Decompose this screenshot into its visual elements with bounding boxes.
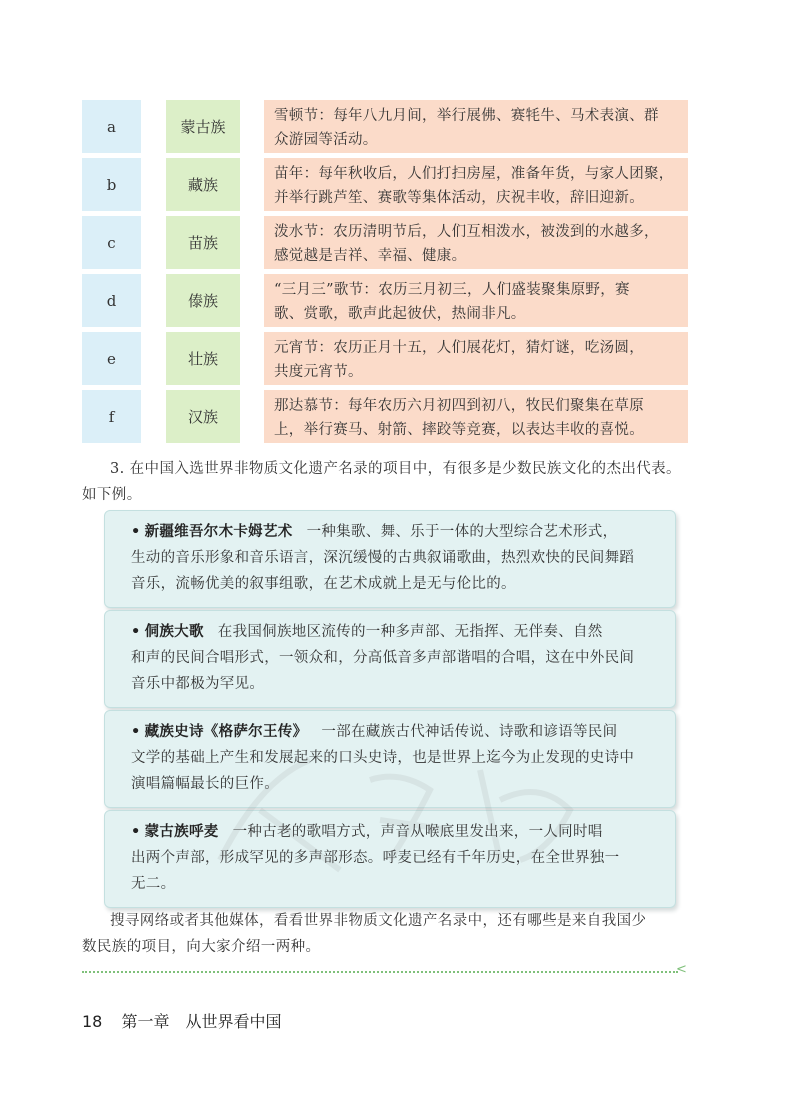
heritage-card bbox=[104, 510, 676, 608]
chapter-title: 第一章 从世界看中国 bbox=[121, 1012, 282, 1031]
festival-cell bbox=[264, 216, 688, 269]
letter-cell: d bbox=[82, 274, 141, 327]
festival-line: 歌、赏歌，歌声此起彼伏，热闹非凡。 bbox=[274, 306, 526, 322]
card-text: 一种古老的歌唱方式，声音从喉底里发出来，一人同时唱 bbox=[232, 824, 603, 840]
ethnic-group-cell: 壮族 bbox=[166, 332, 240, 385]
card-line bbox=[131, 619, 653, 645]
festival-cell bbox=[264, 332, 688, 385]
card-text: 一种集歌、舞、乐于一体的大型综合艺术形式， bbox=[306, 524, 618, 540]
ethnic-group-cell: 蒙古族 bbox=[166, 100, 240, 153]
table-row bbox=[82, 390, 688, 443]
festival-line: 苗年：每年秋收后，人们打扫房屋，准备年货，与家人团聚， bbox=[274, 166, 674, 182]
card-line: 生动的音乐形象和音乐语言，深沉缓慢的古典叙诵歌曲，热烈欢快的民间舞蹈 bbox=[131, 550, 635, 566]
ethnic-group-cell: 苗族 bbox=[166, 216, 240, 269]
table-row bbox=[82, 332, 688, 385]
festival-line: 感觉越是吉祥、幸福、健康。 bbox=[274, 248, 467, 264]
bullet-icon: • bbox=[131, 524, 141, 540]
chevron-left-icon: < bbox=[676, 962, 687, 977]
festival-cell bbox=[264, 390, 688, 443]
letter-cell: c bbox=[82, 216, 141, 269]
card-line: 音乐，流畅优美的叙事组歌，在艺术成就上是无与伦比的。 bbox=[131, 576, 516, 592]
card-line: 和声的民间合唱形式，一领众和，分高低音多声部谐唱的合唱，这在中外民间 bbox=[131, 650, 635, 666]
table-row bbox=[82, 216, 688, 269]
card-line: 演唱篇幅最长的巨作。 bbox=[131, 776, 279, 792]
dotted-divider bbox=[82, 971, 678, 973]
card-line: 音乐中都极为罕见。 bbox=[131, 676, 265, 692]
letter-cell: e bbox=[82, 332, 141, 385]
festival-line: 雪顿节：每年八九月间，举行展佛、赛牦牛、马术表演、群 bbox=[274, 108, 659, 124]
card-title: 新疆维吾尔木卡姆艺术 bbox=[144, 524, 293, 540]
festival-line: 共度元宵节。 bbox=[274, 364, 363, 380]
ethnic-group-cell: 汉族 bbox=[166, 390, 240, 443]
festival-line: 泼水节：农历清明节后，人们互相泼水，被泼到的水越多， bbox=[274, 224, 659, 240]
page-number: 18 bbox=[82, 1012, 103, 1031]
festival-cell bbox=[264, 100, 688, 153]
letter-cell: a bbox=[82, 100, 141, 153]
table-row bbox=[82, 274, 688, 327]
ethnic-group-cell: 藏族 bbox=[166, 158, 240, 211]
card-title: 侗族大歌 bbox=[144, 624, 204, 640]
festival-line: 元宵节：农历正月十五，人们展花灯，猜灯谜，吃汤圆， bbox=[274, 340, 644, 356]
card-title: 藏族史诗《格萨尔王传》 bbox=[144, 724, 308, 740]
closing-line: 搜寻网络或者其他媒体，看看世界非物质文化遗产名录中，还有哪些是来自我国少 bbox=[110, 913, 647, 929]
table-row bbox=[82, 100, 688, 153]
card-title: 蒙古族呼麦 bbox=[144, 824, 219, 840]
table-row bbox=[82, 158, 688, 211]
bullet-icon: • bbox=[131, 724, 141, 740]
card-line: 文学的基础上产生和发展起来的口头史诗，也是世界上迄今为止发现的史诗中 bbox=[131, 750, 635, 766]
card-text: 一部在藏族古代神话传说、诗歌和谚语等民间 bbox=[321, 724, 618, 740]
watermark-graphic bbox=[200, 740, 600, 880]
letter-cell: b bbox=[82, 158, 141, 211]
festival-cell bbox=[264, 274, 688, 327]
card-line bbox=[131, 519, 653, 545]
heritage-card bbox=[104, 610, 676, 708]
festival-line: 上，举行赛马、射箭、摔跤等竞赛，以表达丰收的喜悦。 bbox=[274, 422, 644, 438]
bullet-icon: • bbox=[131, 824, 141, 840]
page-footer bbox=[82, 1009, 281, 1032]
festival-line: 众游园等活动。 bbox=[274, 132, 378, 148]
question-line: 3. 在中国入选世界非物质文化遗产名录的项目中，有很多是少数民族文化的杰出代表。 bbox=[110, 461, 681, 477]
ethnic-group-cell: 傣族 bbox=[166, 274, 240, 327]
card-line: 出两个声部，形成罕见的多声部形态。呼麦已经有千年历史，在全世界独一 bbox=[131, 850, 620, 866]
festival-line: 并举行跳芦笙、赛歌等集体活动，庆祝丰收，辞旧迎新。 bbox=[274, 190, 644, 206]
festival-cell bbox=[264, 158, 688, 211]
letter-cell: f bbox=[82, 390, 141, 443]
festival-line: “三月三”歌节：农历三月初三，人们盛装聚集原野，赛 bbox=[274, 282, 630, 298]
closing-line: 数民族的项目，向大家介绍一两种。 bbox=[82, 939, 321, 955]
bullet-icon: • bbox=[131, 624, 141, 640]
question-3 bbox=[82, 456, 702, 508]
card-text: 在我国侗族地区流传的一种多声部、无指挥、无伴奏、自然 bbox=[217, 624, 603, 640]
card-line: 无二。 bbox=[131, 876, 176, 892]
festival-line: 那达慕节：每年农历六月初四到初八，牧民们聚集在草原 bbox=[274, 398, 644, 414]
closing-paragraph bbox=[82, 908, 702, 960]
question-line: 如下例。 bbox=[82, 487, 142, 503]
